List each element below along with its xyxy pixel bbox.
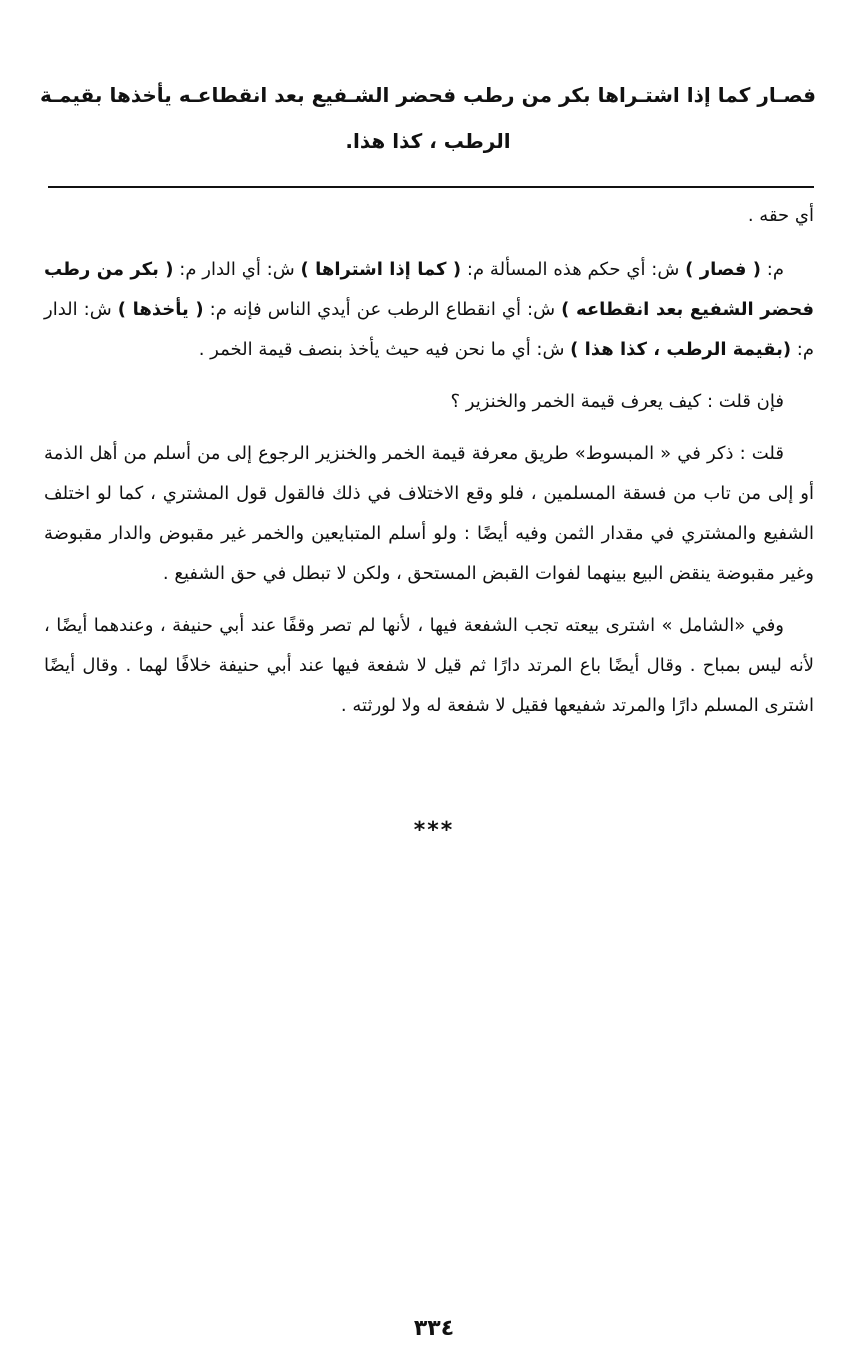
commentary-segment: ش: أي انقطاع الرطب عن أيدي الناس فإنه م: [203,299,562,320]
commentary-paragraph-1 [44,250,814,370]
page-number: ٣٣٤ [413,1316,455,1341]
quoted-matn-segment: ( كما إذا اشتراها ) [300,259,462,280]
section-end-ornament: *** [413,818,455,843]
commentary-line-continuation: أي حقه . [747,205,814,226]
commentary-paragraph-3: قلت : ذكر في « المبسوط» طريق معرفة قيمة الخمر والخنزير الرجوع إلى من أسلم من أهل الذمة أو إلى من تاب من فسقة المسلمين ، فلو وقع الاختلاف في ذلك فالقول قول المشتري ، كما لو اختلف الشفيع والمشتري في مقدار الثمن وفيه أيضًا : ولو أسلم المتبايعين والخمر غير مقبوض والدار مقبوضة وغير مقبوضة ينقض البيع بينهما لفوات القبض المستحق ، ولكن لا تبطل في حق الشفيع . [44,443,814,584]
separator-line [48,186,814,188]
commentary-section [44,196,814,738]
quoted-matn-segment: ( بكر من رطب فحضر الشفيع بعد انقطاعه ) [44,259,814,320]
commentary-segment: ش: أي ما نحن فيه حيث يأخذ بنصف قيمة الخمر . [198,339,571,360]
commentary-segment: م: [760,259,784,280]
quoted-matn-segment: (بقيمة الرطب ، كذا هذا ) [570,339,792,360]
quoted-matn-segment: ( فصار ) [685,259,761,280]
commentary-paragraph-2: فإن قلت : كيف يعرف قيمة الخمر والخنزير ؟ [450,391,784,412]
quoted-matn-segment: ( يأخذها ) [117,299,204,320]
commentary-segment: ش: الدار م: [44,299,814,360]
commentary-paragraph-4: وفي «الشامل » اشترى بيعته تجب الشفعة فيها ، لأنها لم تصر وقفًا عند أبي حنيفة ، وعندهما أيضًا ، لأنه ليس بمباح . وقال أيضًا باع المرتد دارًا ثم قيل لا شفعة فيها عند أبي حنيفة خلافًا لهما . وقال أيضًا اشترى المسلم دارًا والمرتد شفيعها فقيل لا شفعة له ولا لورثته . [44,615,814,716]
matn-main-text: فصـار كما إذا اشتـراها بكر من رطب فحضر الشـفيع بعد انقطاعـه يأخذها بقيمـة الرطب ، كذا هذا. [40,83,816,153]
commentary-segment: ش: أي الدار م: [173,259,301,280]
commentary-segment: ش: أي حكم هذه المسألة م: [461,259,686,280]
